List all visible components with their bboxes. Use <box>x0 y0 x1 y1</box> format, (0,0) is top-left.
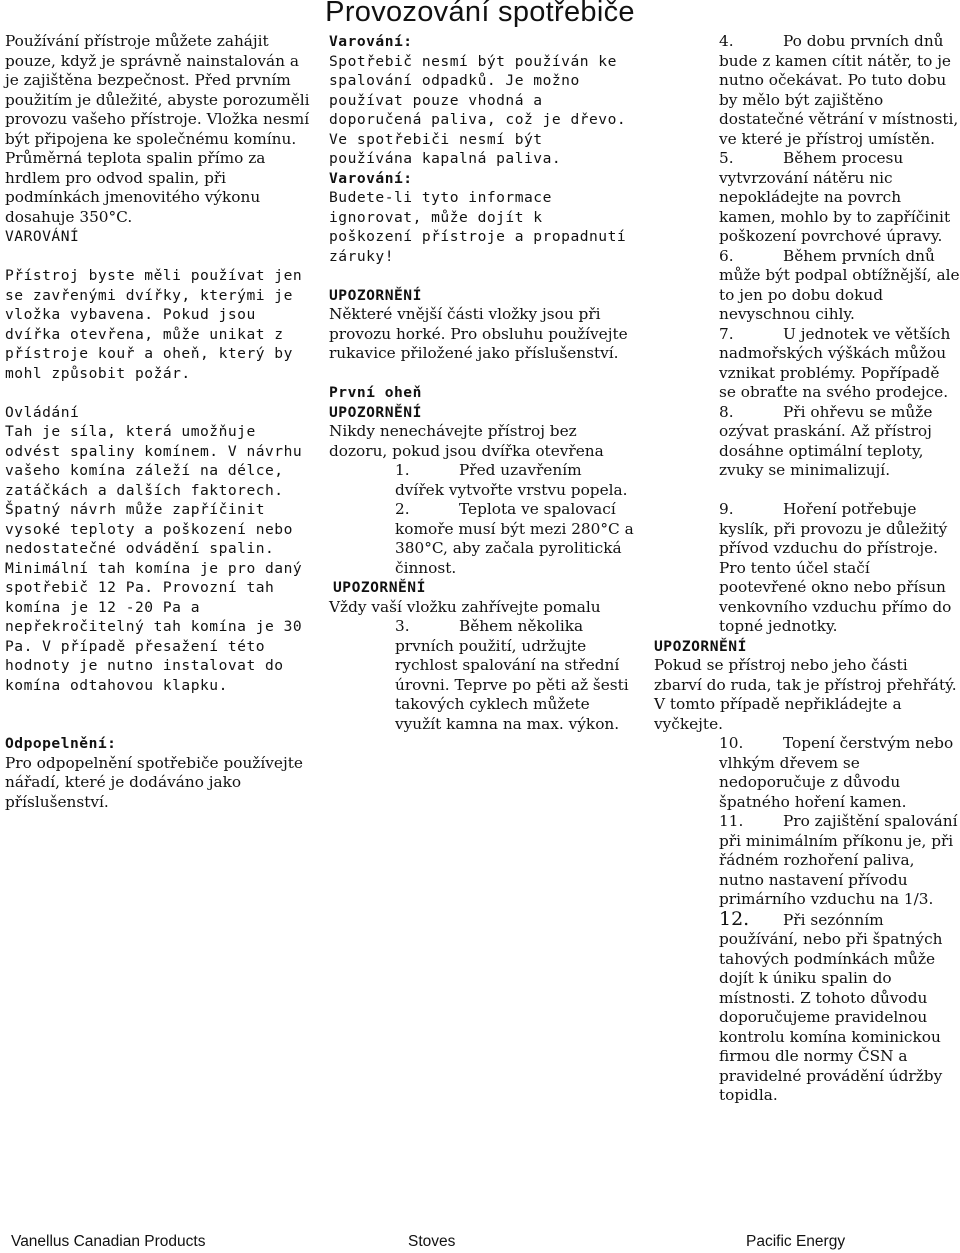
warning2-heading: Varování: <box>329 169 413 187</box>
notice3-heading: UPOZORNĚNÍ <box>333 579 426 596</box>
control-paragraph: Tah je síla, která umožňuje odvést spaliny komínem. V návrhu vašeho komína záleží na délce, zatáčkách a dalších faktorech. Špatný návrh může zapříčinit vysoké teploty a poškození nebo nedostatečné odvádění spalin. Minimální tah komína je pro daný spotřebič 12 Pa. Provozní tah komína je 12 -20 Pa a nepřekročitelný tah komína je 30 Pa. V případě přesažení této hodnoty je nutno instalovat do komína odtahovou klapku. <box>5 423 303 694</box>
column-right <box>654 32 960 1106</box>
notice1-text: Některé vnější části vložky jsou při provozu horké. Pro obsluhu používejte rukavice přiložené jako příslušenství. <box>329 305 628 362</box>
list-item: 7. U jednotek ve větších nadmořských výškách můžou vznikat problémy. Popřípadě se obraťte na svého prodejce. <box>719 324 951 401</box>
footer-left: Vanellus Canadian Products <box>11 1233 206 1250</box>
list-item: 12. Při sezónním používání, nebo při špatných tahových podmínkách může dojít k úniku spalin do místnosti. Z tohoto důvodu doporučujeme pravidelnou kontrolu komína kominickou firmou dle normy ČSN a pravidelné provádění údržby topidla. <box>719 907 943 1104</box>
list-item: 4. Po dobu prvních dnů bude z kamen cítit nátěr, to je nutno očekávat. Po tuto dobu by mělo být zajištěno dostatečné větrání v místnosti, ve které je přístroj umístěn. <box>719 32 959 148</box>
list-item: 2. Teplota ve spalovací komoře musí být mezi 280°C a 380°C, aby začala pyrolitická činnost. <box>395 500 634 577</box>
page-title: Provozování spotřebiče <box>325 0 635 28</box>
warning1-heading: Varování: <box>329 33 413 50</box>
list-item: 10. Topení čerstvým nebo vlhkým dřevem se nedoporučuje z důvodu špatného hoření kamen. <box>719 734 954 811</box>
warning1-text-b: Ve spotřebiči nesmí být používána kapalná paliva. <box>329 130 562 167</box>
ash-heading: Odpopelnění: <box>5 735 117 752</box>
first-fire-heading: První oheň <box>329 384 422 401</box>
notice-text: Pokud se přístroj nebo jeho části zbarví do ruda, tak je přístroj přehřátý. V tomto případě nepřikládejte a vyčkejte. <box>654 656 957 733</box>
list-item: 8. Při ohřevu se může ozývat praskání. Až přístroj dosáhne optimální teploty, zvuky se minimalizují. <box>719 402 933 479</box>
column-middle <box>329 32 634 734</box>
list-item: 9. Hoření potřebuje kyslík, při provozu je důležitý přívod vzduchu do přístroje. Pro tento účel stačí pootevřené okno nebo přísun venkovního vzduchu přímo do topné jednotky. <box>719 500 952 635</box>
notice1-heading: UPOZORNĚNÍ <box>329 286 422 304</box>
control-heading: Ovládání <box>5 403 80 421</box>
notice3-text: Vždy vaší vložku zahřívejte pomalu <box>329 597 601 616</box>
ash-paragraph: Pro odpopelnění spotřebiče používejte nářadí, které je dodáváno jako příslušenství. <box>5 753 303 811</box>
intro-paragraph: Používání přístroje můžete zahájit pouze, když je správně nainstalován a je zajištěna bezpečnost. Před prvním použitím je důležité, abyste porozuměli provozu vašeho přístroje. Vložka nesmí být připojena ke společnému komínu. Průměrná teplota spalin přímo za hrdlem pro odvod spalin, při podmínkách jmenovitého výkonu dosahuje 350°C. <box>5 32 310 226</box>
notice-heading: UPOZORNĚNÍ <box>654 637 747 655</box>
list-item: 5. Během procesu vytvrzování nátěru nic nepokládejte na povrch kamen, mohlo by to zapříčinit poškození povrchové úpravy. <box>719 149 951 245</box>
warning-paragraph: Přístroj byste měli používat jen se zavřenými dvířky, kterými je vložka vybavena. Pokud jsou dvířka otevřena, může unikat z přístroje kouř a oheň, který by mohl způsobit požár. <box>5 267 303 382</box>
notice2-text: Nikdy nenechávejte přístroj bez dozoru, pokud jsou dvířka otevřena <box>329 422 604 460</box>
footer-center: Stoves <box>408 1233 456 1250</box>
list-item: 11. Pro zajištění spalování při minimálním příkonu je, při řádném rozhoření paliva, nutno nastavení přívodu primárního vzduchu na 1/3. <box>719 812 958 908</box>
warning2-text: Budete-li tyto informace ignorovat, může dojít k poškození přístroje a propadnutí záruky! <box>329 189 627 265</box>
list-item: 6. Během prvních dnů může být podpal obtížnější, ale to jen po dobu dokud nevyschnou cihly. <box>719 246 960 323</box>
list-item: 3. Během několika prvních použití, udržujte rychlost spalování na střední úrovni. Teprve po pěti až šesti takových cyklech můžete využít kamna na max. výkon. <box>395 617 629 733</box>
list-item: 1. Před uzavřením dvířek vytvořte vrstvu popela. <box>395 461 628 499</box>
notice2-heading: UPOZORNĚNÍ <box>329 403 422 421</box>
warning-heading: VAROVÁNÍ <box>5 228 80 245</box>
warning1-text-a: Spotřebič nesmí být používán ke spalování odpadků. Je možno používat pouze vhodná a doporučená paliva, což je dřevo. <box>329 52 627 128</box>
footer-right: Pacific Energy <box>746 1233 846 1250</box>
column-left <box>5 32 317 812</box>
